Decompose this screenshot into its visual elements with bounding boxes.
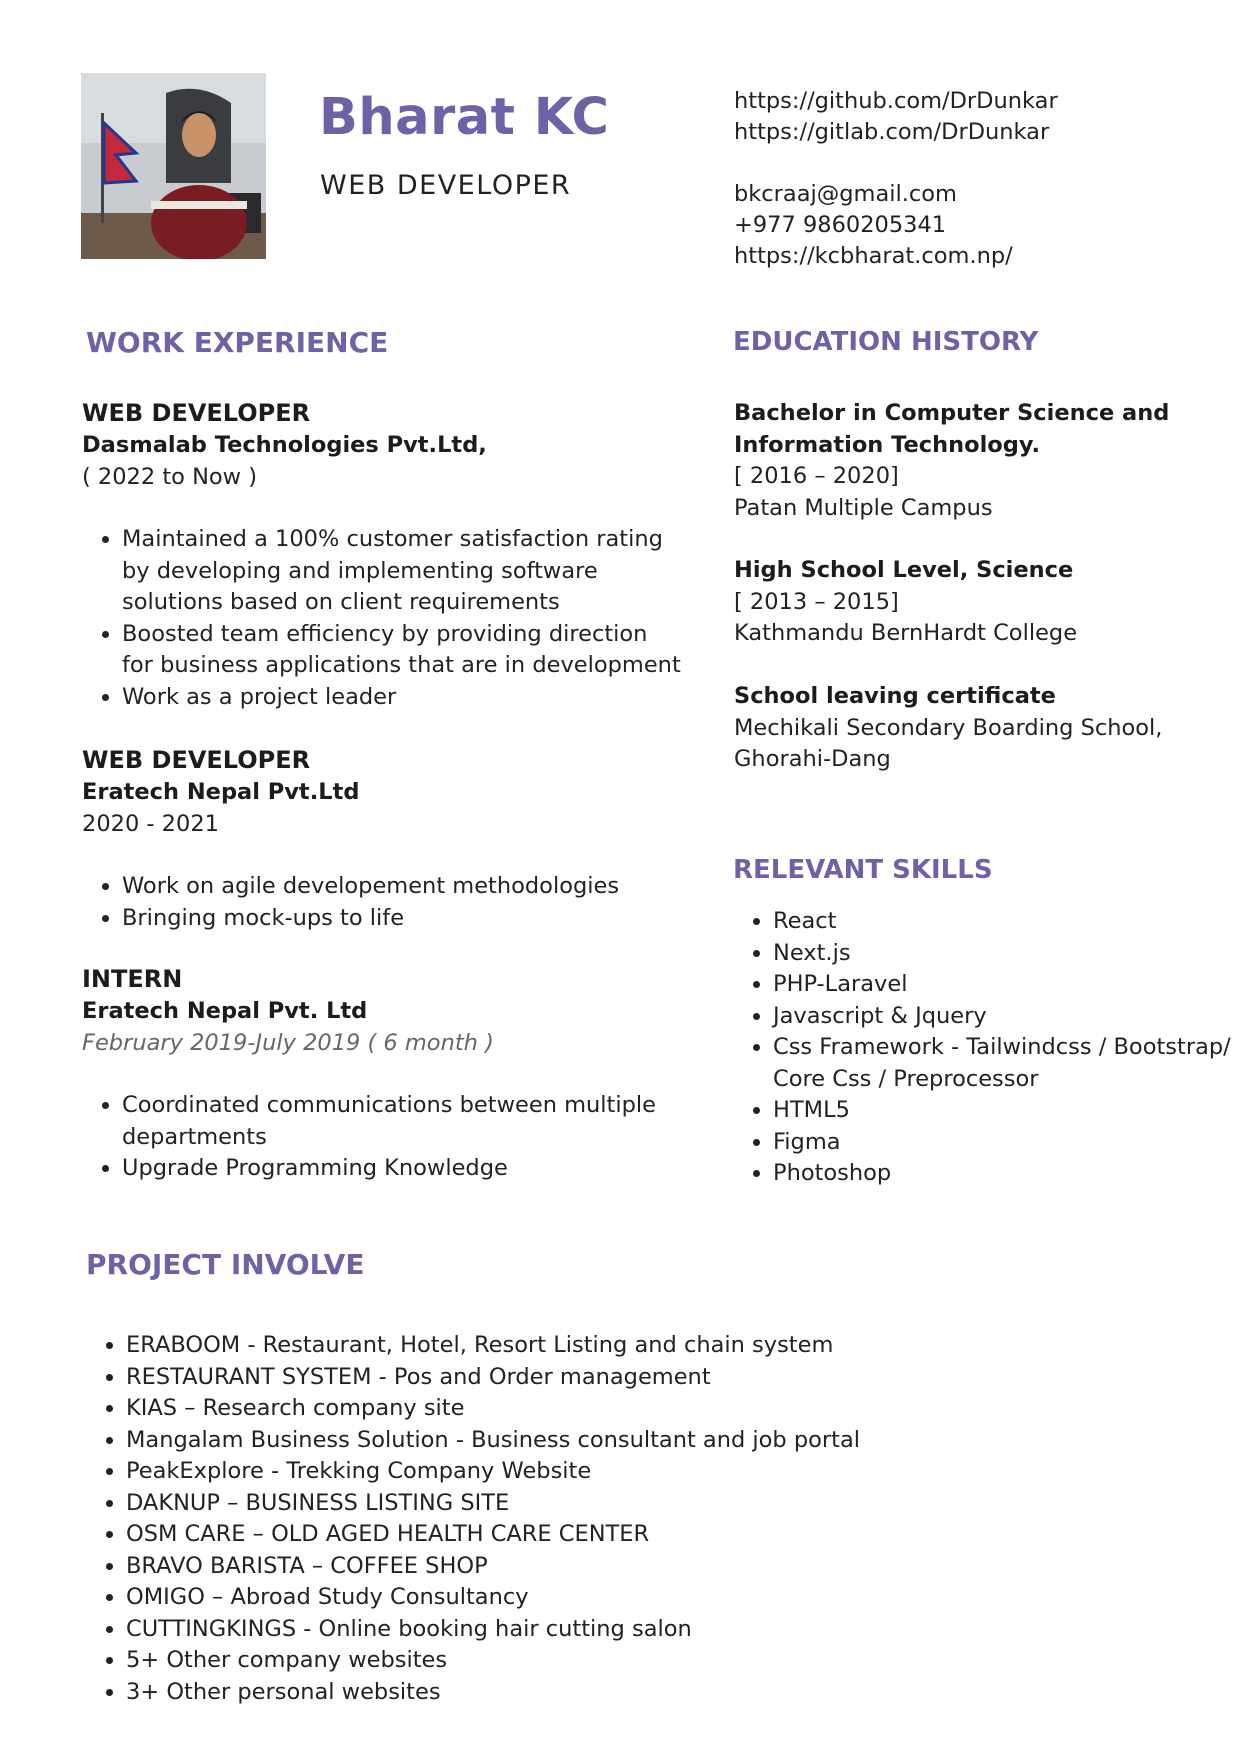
project-item: • KIAS – Research company site (126, 1393, 1026, 1425)
degree-years: [ 2013 – 2015] (734, 588, 899, 615)
education-item-1 (734, 398, 1194, 524)
education-item-3 (734, 681, 1194, 776)
project-item: • ERABOOM - Restaurant, Hotel, Resort Listing and chain system (126, 1330, 1026, 1362)
degree-years: [ 2016 – 2020] (734, 463, 899, 489)
job-title: WEB DEVELOPER (82, 399, 311, 427)
skills-heading: RELEVANT SKILLS (733, 855, 993, 885)
project-item: • Mangalam Business Solution - Business consultant and job portal (126, 1425, 1026, 1457)
skills-list (733, 906, 1241, 1190)
skill-item: • HTML5 (773, 1095, 1241, 1127)
degree-title: School leaving certificate (734, 683, 1056, 709)
project-item: • DAKNUP – BUSINESS LISTING SITE (126, 1488, 1026, 1520)
school-name: Patan Multiple Campus (734, 494, 993, 521)
list-item: • Work on agile developement methodologies (122, 871, 702, 903)
degree-title: Bachelor in Computer Science and Information Technology. (734, 400, 1170, 458)
project-item: • 5+ Other company websites (126, 1645, 1026, 1677)
job-dates: February 2019-July 2019 ( 6 month ) (82, 1030, 494, 1056)
list-item: • Bringing mock-ups to life (122, 903, 702, 935)
school-name: Kathmandu BernHardt College (734, 620, 1078, 646)
school-name: Mechikali Secondary Boarding School, Ghorahi-Dang (734, 714, 1163, 772)
project-item: • CUTTINGKINGS - Online booking hair cutting salon (126, 1614, 1026, 1646)
job-3 (82, 963, 702, 1185)
degree-title: High School Level, Science (734, 557, 1074, 583)
list-item: • Upgrade Programming Knowledge (122, 1153, 682, 1185)
job-title: WEB DEVELOPER (82, 746, 311, 774)
job-dates: 2020 - 2021 (82, 811, 219, 837)
email-address[interactable]: bkcraaj@gmail.com (734, 181, 957, 207)
profile-photo (81, 73, 266, 259)
skill-item: • Photoshop (773, 1158, 1241, 1190)
gitlab-link[interactable]: https://gitlab.com/DrDunkar (734, 119, 1050, 145)
skill-item: • Css Framework - Tailwindcss / Bootstrap/ Core Css / Preprocessor (773, 1032, 1241, 1095)
list-item: • Boosted team efficiency by providing direction for business applications that are in development (122, 619, 682, 682)
project-item: • OMIGO – Abroad Study Consultancy (126, 1582, 1026, 1614)
candidate-name: Bharat KC (319, 88, 610, 147)
education-heading: EDUCATION HISTORY (733, 327, 1039, 357)
phone-number[interactable]: +977 9860205341 (734, 212, 947, 238)
list-item: • Maintained a 100% customer satisfaction rating by developing and implementing software solutions based on client requirements (122, 524, 682, 619)
job-1 (82, 397, 702, 713)
skill-item: • Figma (773, 1127, 1241, 1159)
website-link[interactable]: https://kcbharat.com.np/ (734, 243, 1013, 269)
skill-item: • Next.js (773, 938, 1241, 970)
skill-item: • PHP-Laravel (773, 969, 1241, 1001)
project-item: • PeakExplore - Trekking Company Website (126, 1456, 1026, 1488)
projects-list (86, 1330, 1026, 1708)
projects-heading: PROJECT INVOLVE (86, 1248, 365, 1281)
list-item: • Coordinated communications between multiple departments (122, 1090, 682, 1153)
company-name: Eratech Nepal Pvt.Ltd (82, 779, 360, 805)
job-dates: ( 2022 to Now ) (82, 464, 258, 490)
job-role: WEB DEVELOPER (320, 170, 572, 201)
job-title: INTERN (82, 965, 183, 993)
contact-block (734, 86, 1058, 272)
education-item-2 (734, 555, 1194, 650)
project-item: • 3+ Other personal websites (126, 1677, 1026, 1709)
github-link[interactable]: https://github.com/DrDunkar (734, 88, 1058, 114)
company-name: Dasmalab Technologies Pvt.Ltd, (82, 432, 487, 458)
project-item: • BRAVO BARISTA – COFFEE SHOP (126, 1551, 1026, 1583)
skill-item: • Javascript & Jquery (773, 1001, 1241, 1033)
job-2 (82, 744, 702, 934)
project-item: • RESTAURANT SYSTEM - Pos and Order management (126, 1362, 1026, 1394)
skill-item: • React (773, 906, 1241, 938)
work-experience-heading: WORK EXPERIENCE (86, 326, 389, 359)
project-item: • OSM CARE – OLD AGED HEALTH CARE CENTER (126, 1519, 1026, 1551)
company-name: Eratech Nepal Pvt. Ltd (82, 998, 368, 1024)
list-item: • Work as a project leader (122, 682, 682, 714)
